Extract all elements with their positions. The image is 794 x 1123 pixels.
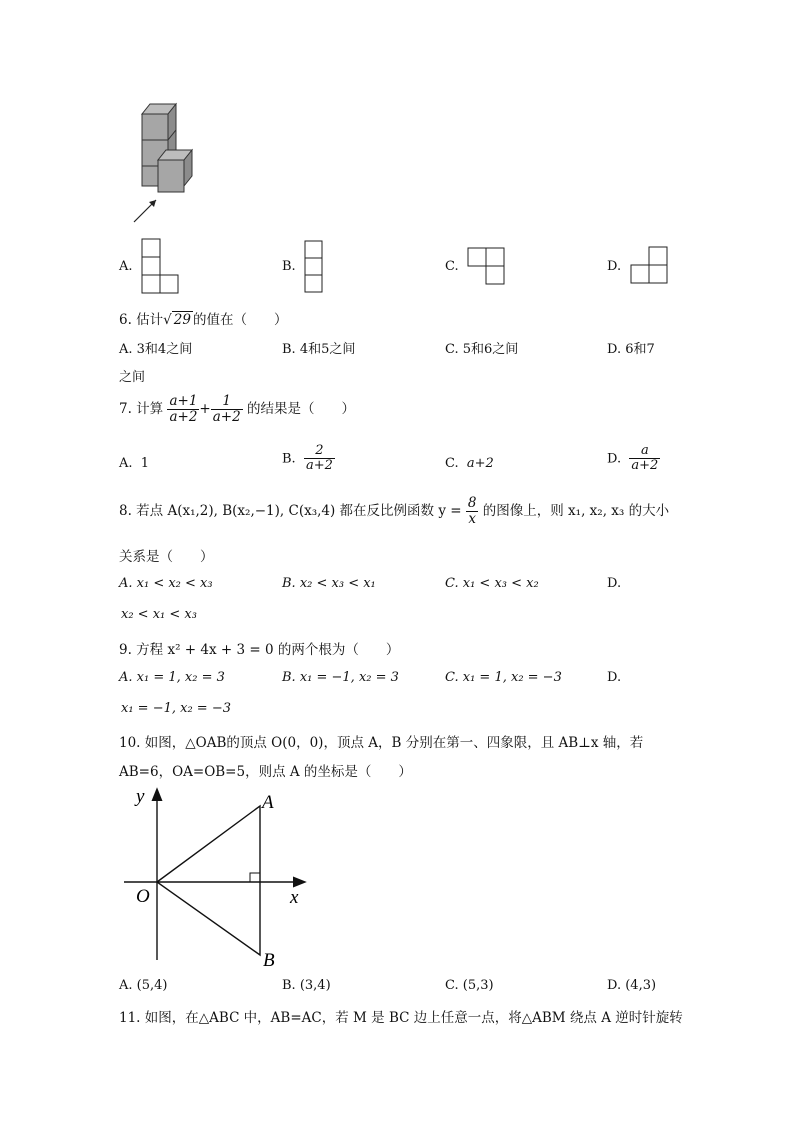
q7-option-d-fraction: [629, 444, 660, 474]
q7-option-d-label: D.: [607, 451, 622, 467]
q6-stem-prefix: 6. 估计: [119, 312, 164, 328]
q6-option-d[interactable]: D. 6和7: [607, 342, 655, 357]
q7-fraction-2: [211, 394, 243, 425]
q7-option-c-label: C.: [445, 456, 459, 471]
q7-opt-b-den: a+2: [305, 458, 333, 474]
q7-option-a[interactable]: [119, 456, 149, 471]
q7-opt-d-num: a: [629, 444, 660, 459]
q8-option-d-wrap: x₂ < x₁ < x₃: [121, 607, 197, 622]
q10-label-a: A: [262, 792, 274, 813]
q8-option-a[interactable]: A. x₁ < x₂ < x₃: [119, 576, 213, 591]
q7-frac1-num: a+1: [169, 393, 198, 409]
q5-option-a-label[interactable]: A.: [119, 259, 133, 274]
q7-frac1-den: a+2: [169, 408, 198, 425]
q10-label-y: y: [136, 786, 145, 807]
q7-stem-prefix: 7. 计算: [119, 400, 164, 417]
q7-option-b[interactable]: [282, 444, 335, 474]
q8-stem-line1-a: 8. 若点 A(x₁,2), B(x₂,−1), C(x₃,4) 都在反比例函数 y =: [119, 502, 462, 519]
q7-option-a-value: 1: [140, 456, 150, 471]
q10-triangle-figure: [118, 782, 318, 972]
q7-opt-d-den: a+2: [631, 458, 659, 474]
question-9-stem: 9. 方程 x² + 4x + 3 = 0 的两个根为（ ）: [119, 642, 400, 658]
view-direction-arrow: [134, 200, 156, 222]
q10-option-a[interactable]: A. (5,4): [119, 978, 168, 993]
q6-stem-suffix: 的值在（ ）: [192, 312, 288, 328]
q7-option-c[interactable]: [445, 456, 494, 471]
q9-option-b[interactable]: B. x₁ = −1, x₂ = 3: [282, 670, 399, 685]
q7-option-b-fraction: [304, 444, 335, 474]
question-7-stem: [119, 394, 355, 425]
q8-function-fraction: [466, 496, 479, 527]
question-11-stem-line1: 11. 如图，在△ABC 中，AB=AC，若 M 是 BC 边上任意一点，将△ABM 绕点 A 逆时针旋转: [119, 1010, 683, 1026]
q9-option-c[interactable]: C. x₁ = 1, x₂ = −3: [445, 670, 562, 685]
q8-option-b[interactable]: B. x₂ < x₃ < x₁: [282, 576, 376, 591]
q7-plus: +: [199, 400, 211, 417]
q8-func-num: 8: [467, 495, 477, 511]
q10-option-b[interactable]: B. (3,4): [282, 978, 331, 993]
q5-option-d-figure: [630, 246, 668, 286]
q5-option-c-label[interactable]: C.: [445, 259, 459, 274]
stacked-cubes-figure: [128, 100, 208, 230]
sqrt-icon: √: [163, 312, 172, 328]
q7-fraction-1: [167, 394, 199, 425]
q10-label-b: B: [263, 950, 275, 971]
q5-option-b-label[interactable]: B.: [282, 259, 296, 274]
q6-radicand: 29: [173, 312, 191, 328]
q7-option-b-label: B.: [282, 451, 296, 467]
q6-option-d-wrap: 之间: [119, 370, 146, 385]
question-8-stem-line1: [119, 496, 669, 527]
q5-option-c-figure: [467, 247, 505, 287]
question-8-stem-line2: 关系是（ ）: [119, 549, 214, 565]
question-6-stem: [119, 308, 287, 328]
q7-frac2-num: 1: [211, 394, 243, 410]
q7-option-d[interactable]: [607, 444, 660, 474]
q5-option-d-label[interactable]: D.: [607, 259, 622, 274]
q10-option-c[interactable]: C. (5,3): [445, 978, 494, 993]
q7-stem-suffix: 的结果是（ ）: [246, 400, 355, 417]
question-10-stem-line1: 10. 如图，△OAB的顶点 O(0，0)，顶点 A，B 分别在第一、四象限，且 AB⊥x 轴，若: [119, 735, 644, 751]
q6-option-b[interactable]: B. 4和5之间: [282, 342, 356, 357]
question-10-stem-line2: AB=6，OA=OB=5，则点 A 的坐标是（ ）: [119, 764, 412, 780]
q7-option-a-label: A.: [119, 456, 133, 471]
q7-option-c-value: a+2: [466, 456, 494, 471]
q7-opt-b-num: 2: [304, 444, 335, 459]
q5-option-a-figure: [141, 238, 179, 294]
q10-label-o: O: [136, 886, 150, 907]
q6-option-a[interactable]: A. 3和4之间: [119, 342, 193, 357]
q6-option-c[interactable]: C. 5和6之间: [445, 342, 519, 357]
q7-frac2-den: a+2: [212, 408, 241, 425]
q8-func-den: x: [468, 510, 476, 527]
q10-option-d[interactable]: D. (4,3): [607, 978, 657, 993]
q5-option-b-figure: [304, 240, 324, 296]
q8-option-c[interactable]: C. x₁ < x₃ < x₂: [445, 576, 539, 591]
q9-option-a[interactable]: A. x₁ = 1, x₂ = 3: [119, 670, 225, 685]
q9-option-d-wrap: x₁ = −1, x₂ = −3: [121, 701, 231, 716]
q8-option-d[interactable]: D.: [607, 576, 622, 591]
q8-stem-line1-b: 的图像上，则 x₁, x₂, x₃ 的大小: [482, 502, 670, 519]
q10-label-x: x: [290, 887, 299, 908]
q9-option-d[interactable]: D.: [607, 670, 622, 685]
